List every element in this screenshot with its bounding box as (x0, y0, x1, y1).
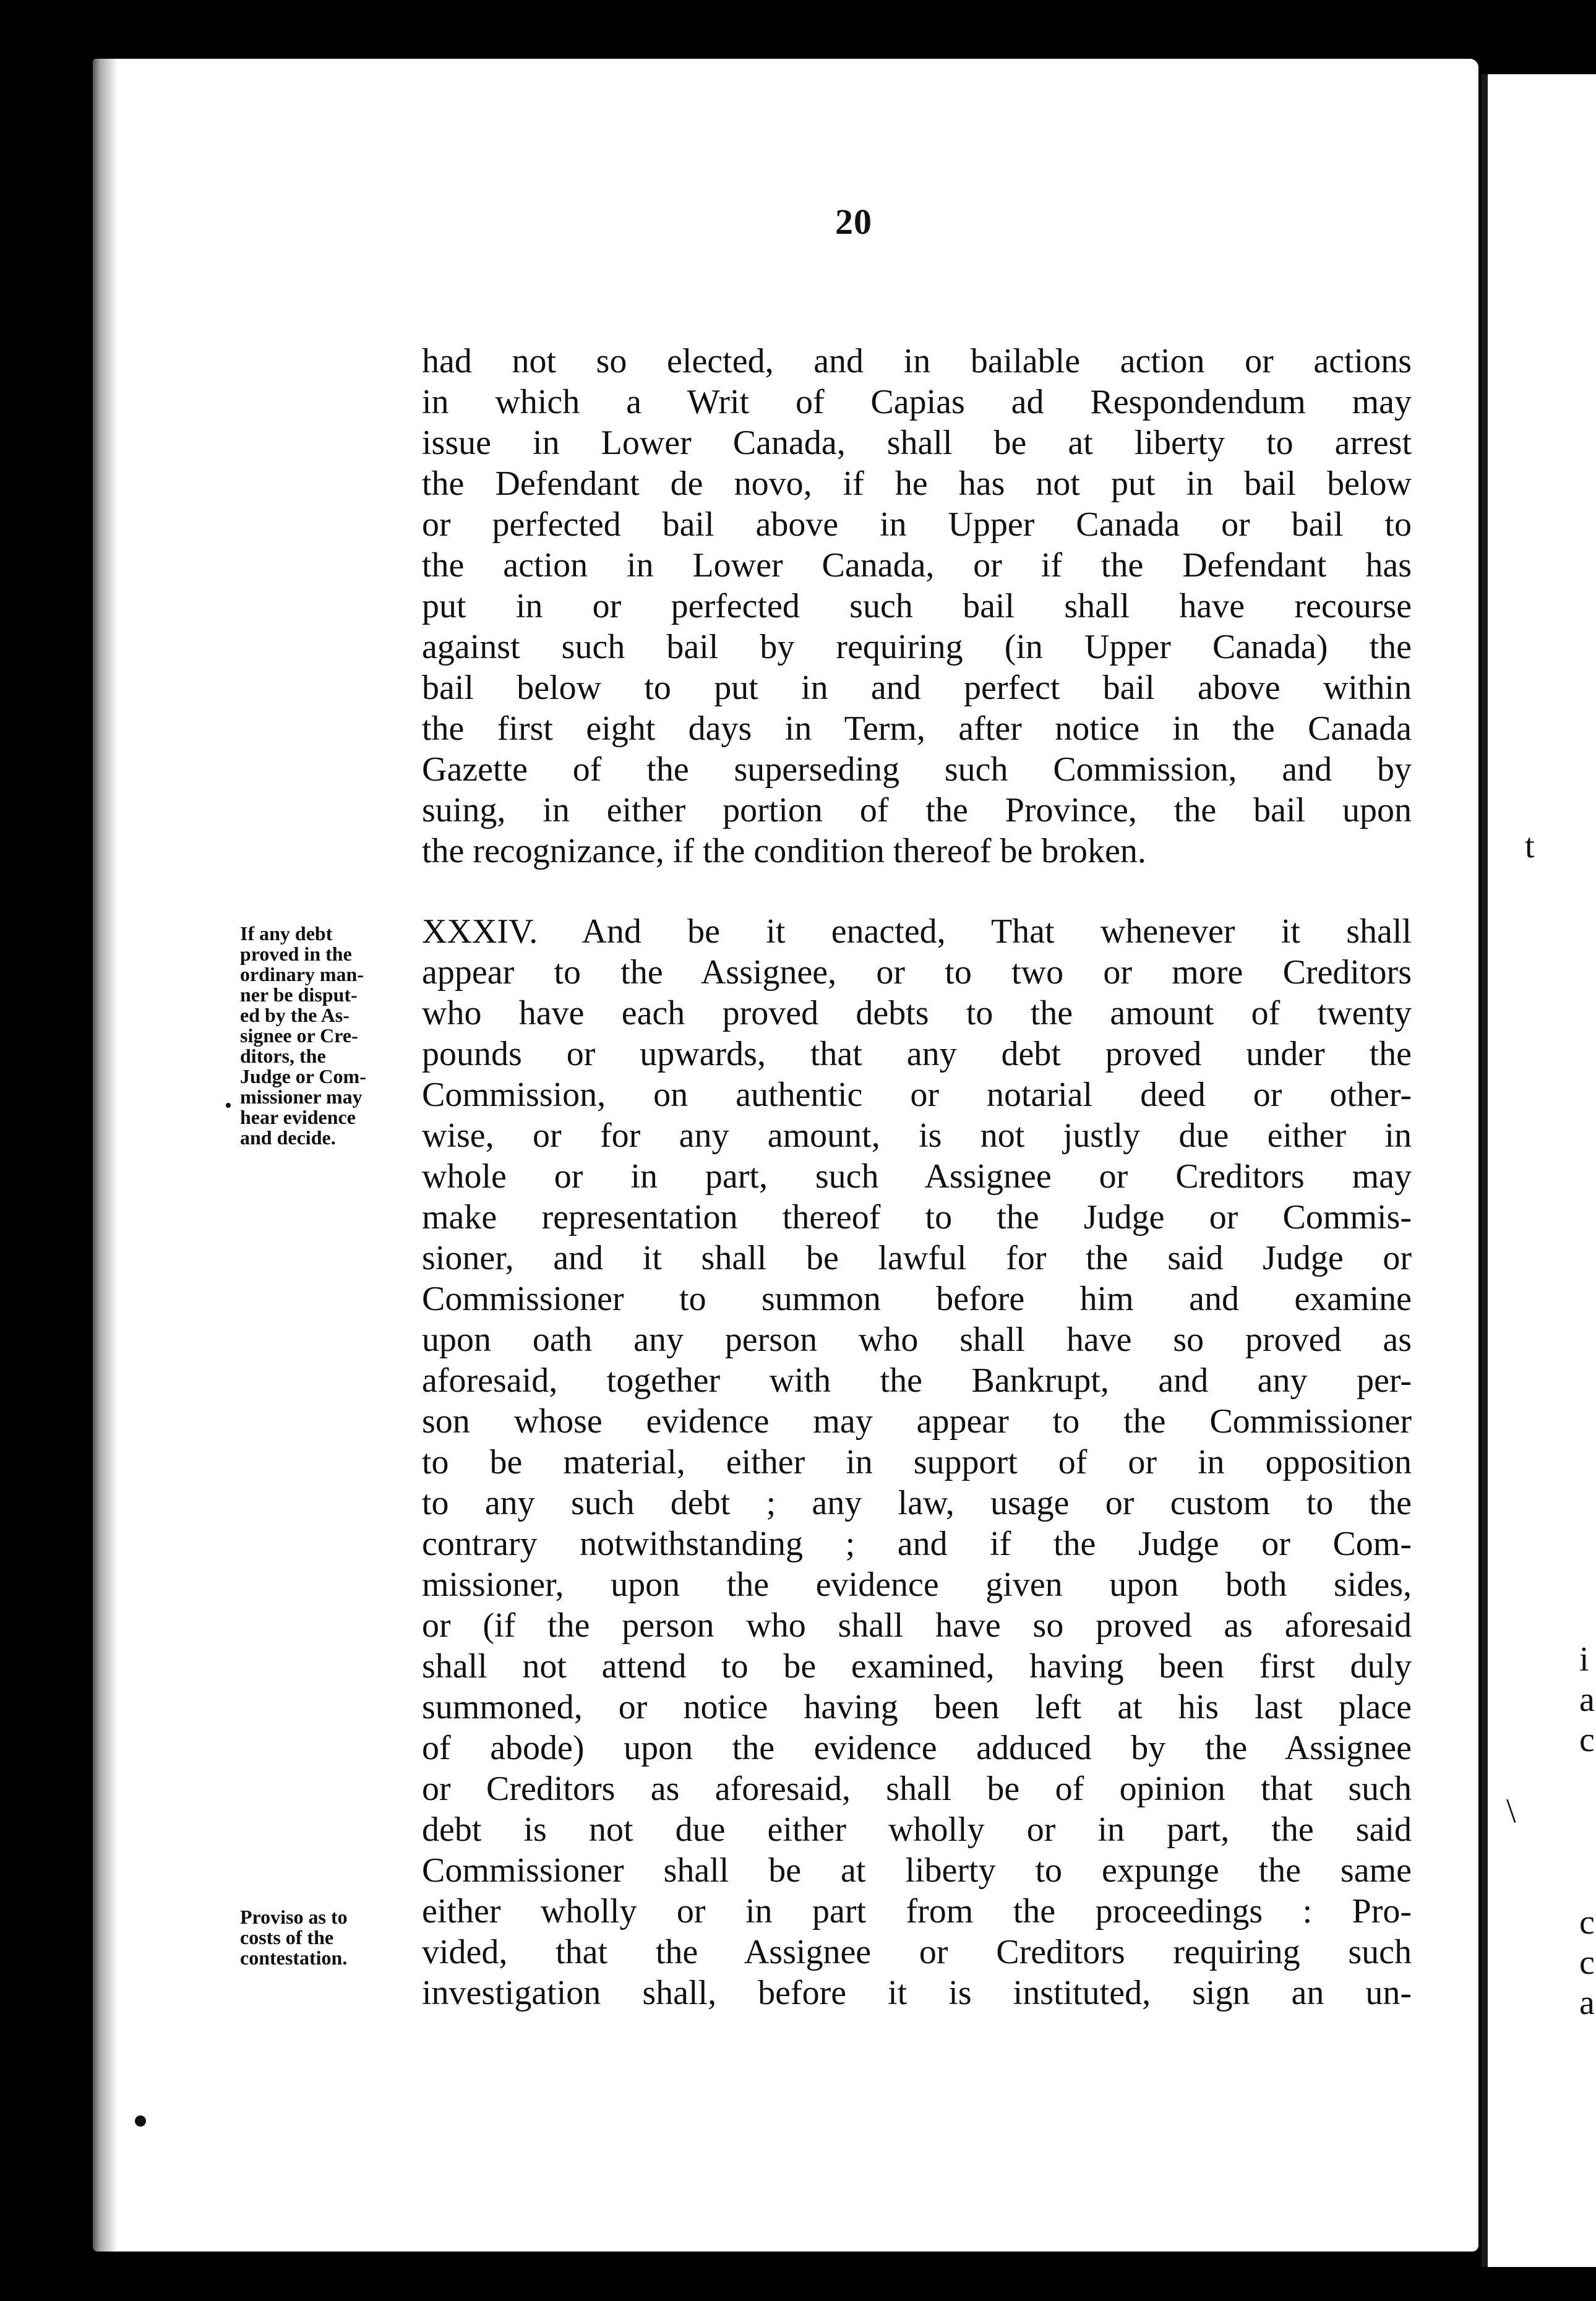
text-line: make representation thereof to the Judge or Commis- (422, 1198, 1412, 1236)
text-line: the action in Lower Canada, or if the Defendant has (422, 546, 1412, 585)
text-line: aforesaid, together with the Bankrupt, and any per- (422, 1361, 1412, 1400)
facing-page-letter: i (1579, 1640, 1589, 1679)
ink-speck (226, 1103, 231, 1108)
page-number: 20 (835, 202, 872, 242)
text-line: pounds or upwards, that any debt proved under the (422, 1035, 1412, 1073)
text-line: or perfected bail above in Upper Canada or bail to (422, 505, 1412, 544)
facing-page-letter: c (1579, 1943, 1595, 1982)
text-line: Commissioner to summon before him and examine (422, 1280, 1412, 1318)
text-line: the Defendant de novo, if he has not put in bail below (422, 465, 1412, 503)
margin-note-line: Proviso as to (240, 1906, 348, 1928)
margin-note-line: If any debt (240, 922, 333, 945)
section-xxxiv-paragraph (422, 911, 1412, 2013)
text-line: missioner, upon the evidence given upon both sides, (422, 1566, 1412, 1604)
margin-note-line: Judge or Com- (240, 1065, 366, 1087)
text-line: debt is not due either wholly or in part, the said (422, 1810, 1412, 1849)
facing-page-letter: c (1579, 1721, 1595, 1759)
margin-note-line: contestation. (240, 1947, 348, 1969)
text-line: Commissioner shall be at liberty to expunge the same (422, 1851, 1412, 1890)
text-line: who have each proved debts to the amount of twenty (422, 994, 1412, 1032)
document-page (93, 59, 1478, 2252)
margin-note-line: costs of the (240, 1926, 334, 1948)
margin-note-line: missioner may (240, 1086, 363, 1108)
margin-note-debt-disputed (240, 923, 413, 1148)
text-line: suing, in either portion of the Province, the bail upon (422, 791, 1412, 829)
paragraph-continued (422, 341, 1412, 872)
text-line: put in or perfected such bail shall have recourse (422, 587, 1412, 625)
text-line: upon oath any person who shall have so proved as (422, 1321, 1412, 1359)
ink-speck (135, 2115, 146, 2127)
text-line: against such bail by requiring (in Upper Canada) the (422, 628, 1412, 666)
text-line: investigation shall, before it is instituted, sign an un- (422, 1974, 1412, 2012)
text-line: issue in Lower Canada, shall be at liberty to arrest (422, 424, 1412, 462)
text-line: or (if the person who shall have so proved as aforesaid (422, 1606, 1412, 1645)
text-line: bail below to put in and perfect bail above within (422, 669, 1412, 707)
text-line: appear to the Assignee, or to two or more Creditors (422, 953, 1412, 992)
margin-note-line: and decide. (240, 1126, 336, 1149)
text-line: sioner, and it shall be lawful for the said Judge or (422, 1239, 1412, 1277)
facing-page-edge (1482, 74, 1596, 2267)
text-line: contrary notwithstanding ; and if the Judge or Com- (422, 1525, 1412, 1563)
facing-page-letter: c (1579, 1903, 1595, 1942)
margin-note-line: ditors, the (240, 1045, 326, 1067)
text-line: vided, that the Assignee or Creditors requiring such (422, 1933, 1412, 1971)
facing-page-letter: t (1525, 827, 1535, 865)
text-line: the recognizance, if the condition thereof be broken. (422, 832, 1146, 870)
facing-page-letter: \ (1506, 1792, 1516, 1830)
text-line: Commission, on authentic or notarial deed or other- (422, 1076, 1412, 1114)
margin-note-line: hear evidence (240, 1106, 356, 1128)
margin-note-line: signee or Cre- (240, 1024, 358, 1047)
text-line: shall not attend to be examined, having been first duly (422, 1647, 1412, 1686)
page-binding-shadow (93, 59, 118, 2252)
text-line: wise, or for any amount, is not justly due either in (422, 1116, 1412, 1155)
margin-note-line: ordinary man- (240, 963, 364, 985)
margin-note-line: ed by the As- (240, 1004, 350, 1026)
margin-note-line: proved in the (240, 943, 352, 965)
margin-note-proviso-costs (240, 1907, 413, 1968)
text-line: summoned, or notice having been left at his last place (422, 1688, 1412, 1726)
facing-page-letter: a (1579, 1984, 1595, 2022)
text-line: of abode) upon the evidence adduced by the Assignee (422, 1729, 1412, 1767)
margin-note-line: ner be disput- (240, 983, 358, 1006)
text-line: either wholly or in part from the proceedings : Pro- (422, 1892, 1412, 1930)
text-line: the first eight days in Term, after notice in the Canada (422, 709, 1412, 748)
text-line: whole or in part, such Assignee or Creditors may (422, 1157, 1412, 1196)
text-line: to be material, either in support of or in opposition (422, 1443, 1412, 1481)
text-line: son whose evidence may appear to the Commissioner (422, 1402, 1412, 1441)
text-line: in which a Writ of Capias ad Respondendum may (422, 383, 1412, 421)
text-line: had not so elected, and in bailable action or actions (422, 342, 1412, 380)
text-line: XXXIV. And be it enacted, That whenever it shall (422, 912, 1412, 951)
text-line: to any such debt ; any law, usage or custom to the (422, 1484, 1412, 1522)
facing-page-letter: a (1579, 1681, 1595, 1719)
text-line: Gazette of the superseding such Commission, and by (422, 750, 1412, 789)
text-line: or Creditors as aforesaid, shall be of opinion that such (422, 1770, 1412, 1808)
